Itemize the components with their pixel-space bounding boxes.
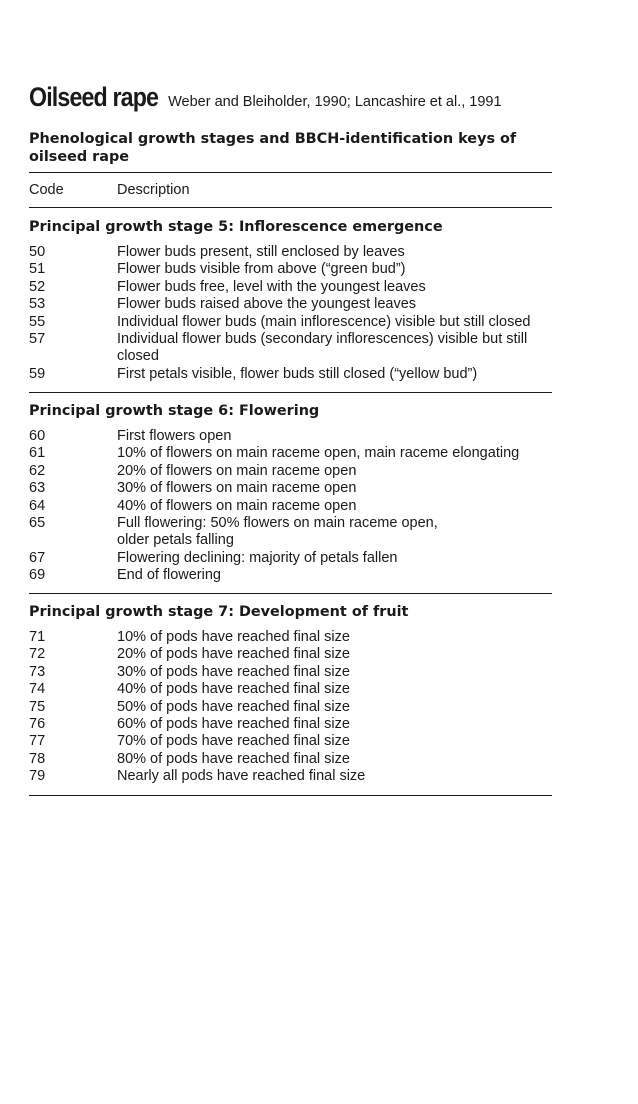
header-rule bbox=[29, 207, 552, 208]
table-row bbox=[29, 498, 552, 515]
row-description: Flowering declining: majority of petals fallen bbox=[117, 549, 398, 566]
table-row bbox=[29, 366, 552, 383]
row-description: 20% of flowers on main raceme open bbox=[117, 462, 357, 479]
row-code: 74 bbox=[29, 681, 46, 698]
row-code: 51 bbox=[29, 261, 46, 278]
row-description: 10% of pods have reached final size bbox=[117, 629, 350, 645]
table-row bbox=[29, 331, 552, 366]
table-row bbox=[29, 716, 552, 733]
row-description: Flower buds free, level with the youngest leaves bbox=[117, 278, 426, 295]
row-code: 67 bbox=[29, 549, 46, 566]
table-row bbox=[29, 768, 552, 785]
table-row bbox=[29, 428, 552, 445]
row-code: 53 bbox=[29, 296, 46, 313]
row-description: 20% of pods have reached final size bbox=[117, 646, 350, 663]
table-row bbox=[29, 296, 552, 313]
table-row bbox=[29, 244, 552, 261]
table-row bbox=[29, 480, 552, 497]
header-code: Code bbox=[29, 182, 64, 198]
row-code: 63 bbox=[29, 480, 46, 497]
table-row bbox=[29, 629, 552, 646]
table-row bbox=[29, 664, 552, 681]
row-code: 76 bbox=[29, 716, 46, 733]
stage-section-5 bbox=[29, 218, 552, 383]
row-description: 40% of pods have reached final size bbox=[117, 681, 350, 698]
row-code: 72 bbox=[29, 646, 46, 663]
row-description: Flower buds present, still enclosed by leaves bbox=[117, 244, 405, 260]
row-code: 79 bbox=[29, 768, 46, 785]
row-description: 70% of pods have reached final size bbox=[117, 733, 350, 750]
row-description: Flower buds visible from above (“green bud”) bbox=[117, 261, 406, 278]
row-description: First flowers open bbox=[117, 428, 232, 444]
row-description: End of flowering bbox=[117, 567, 221, 584]
section-rule bbox=[29, 593, 552, 594]
table-subtitle: Phenological growth stages and BBCH-identification keys of oilseed rape bbox=[29, 131, 517, 165]
stage-title: Principal growth stage 6: Flowering bbox=[29, 403, 320, 419]
table-row bbox=[29, 751, 552, 768]
table-row bbox=[29, 699, 552, 716]
stage-title: Principal growth stage 7: Development of fruit bbox=[29, 604, 409, 620]
page-title: Oilseed rape bbox=[29, 82, 159, 112]
table-row bbox=[29, 550, 552, 567]
row-description: 80% of pods have reached final size bbox=[117, 750, 350, 767]
bottom-rule bbox=[29, 795, 552, 796]
row-code: 73 bbox=[29, 663, 46, 680]
row-description: Full flowering: 50% flowers on main raceme open, older petals falling bbox=[117, 515, 438, 549]
table-row bbox=[29, 445, 552, 462]
row-code: 69 bbox=[29, 567, 46, 584]
top-rule bbox=[29, 172, 552, 173]
table-row bbox=[29, 463, 552, 480]
table-row bbox=[29, 681, 552, 698]
row-code: 52 bbox=[29, 278, 46, 295]
table-row bbox=[29, 515, 552, 550]
row-code: 61 bbox=[29, 445, 46, 462]
row-description: First petals visible, flower buds still closed (“yellow bud”) bbox=[117, 365, 478, 382]
row-code: 59 bbox=[29, 365, 46, 382]
row-description: Flower buds raised above the youngest leaves bbox=[117, 296, 417, 313]
row-code: 71 bbox=[29, 629, 46, 645]
row-code: 65 bbox=[29, 515, 46, 532]
row-description: 60% of pods have reached final size bbox=[117, 716, 350, 733]
row-description: Individual flower buds (main inflorescence) visible but still closed bbox=[117, 313, 531, 330]
row-description: Individual flower buds (secondary inflorescences) visible but still closed bbox=[117, 331, 528, 365]
table-row bbox=[29, 279, 552, 296]
table-row bbox=[29, 567, 552, 584]
stage-section-7 bbox=[29, 603, 552, 786]
title-row bbox=[29, 82, 502, 113]
header-description: Description bbox=[117, 182, 190, 198]
title-sources: Weber and Bleiholder, 1990; Lancashire et al., 1991 bbox=[168, 94, 502, 110]
row-code: 50 bbox=[29, 244, 46, 260]
row-description: Nearly all pods have reached final size bbox=[117, 768, 366, 785]
row-code: 57 bbox=[29, 331, 46, 348]
row-code: 75 bbox=[29, 698, 46, 715]
section-rule bbox=[29, 392, 552, 393]
table-row bbox=[29, 646, 552, 663]
row-code: 78 bbox=[29, 750, 46, 767]
row-description: 50% of pods have reached final size bbox=[117, 698, 350, 715]
row-code: 55 bbox=[29, 313, 46, 330]
row-code: 64 bbox=[29, 497, 46, 514]
table-row bbox=[29, 314, 552, 331]
row-description: 40% of flowers on main raceme open bbox=[117, 497, 357, 514]
row-description: 30% of pods have reached final size bbox=[117, 663, 350, 680]
row-description: 10% of flowers on main raceme open, main raceme elongating bbox=[117, 445, 520, 462]
row-code: 62 bbox=[29, 462, 46, 479]
stage-title: Principal growth stage 5: Inflorescence emergence bbox=[29, 219, 443, 235]
table-row bbox=[29, 733, 552, 750]
table-row bbox=[29, 261, 552, 278]
stage-section-6 bbox=[29, 402, 552, 585]
row-code: 77 bbox=[29, 733, 46, 750]
row-description: 30% of flowers on main raceme open bbox=[117, 480, 357, 497]
row-code: 60 bbox=[29, 428, 46, 444]
